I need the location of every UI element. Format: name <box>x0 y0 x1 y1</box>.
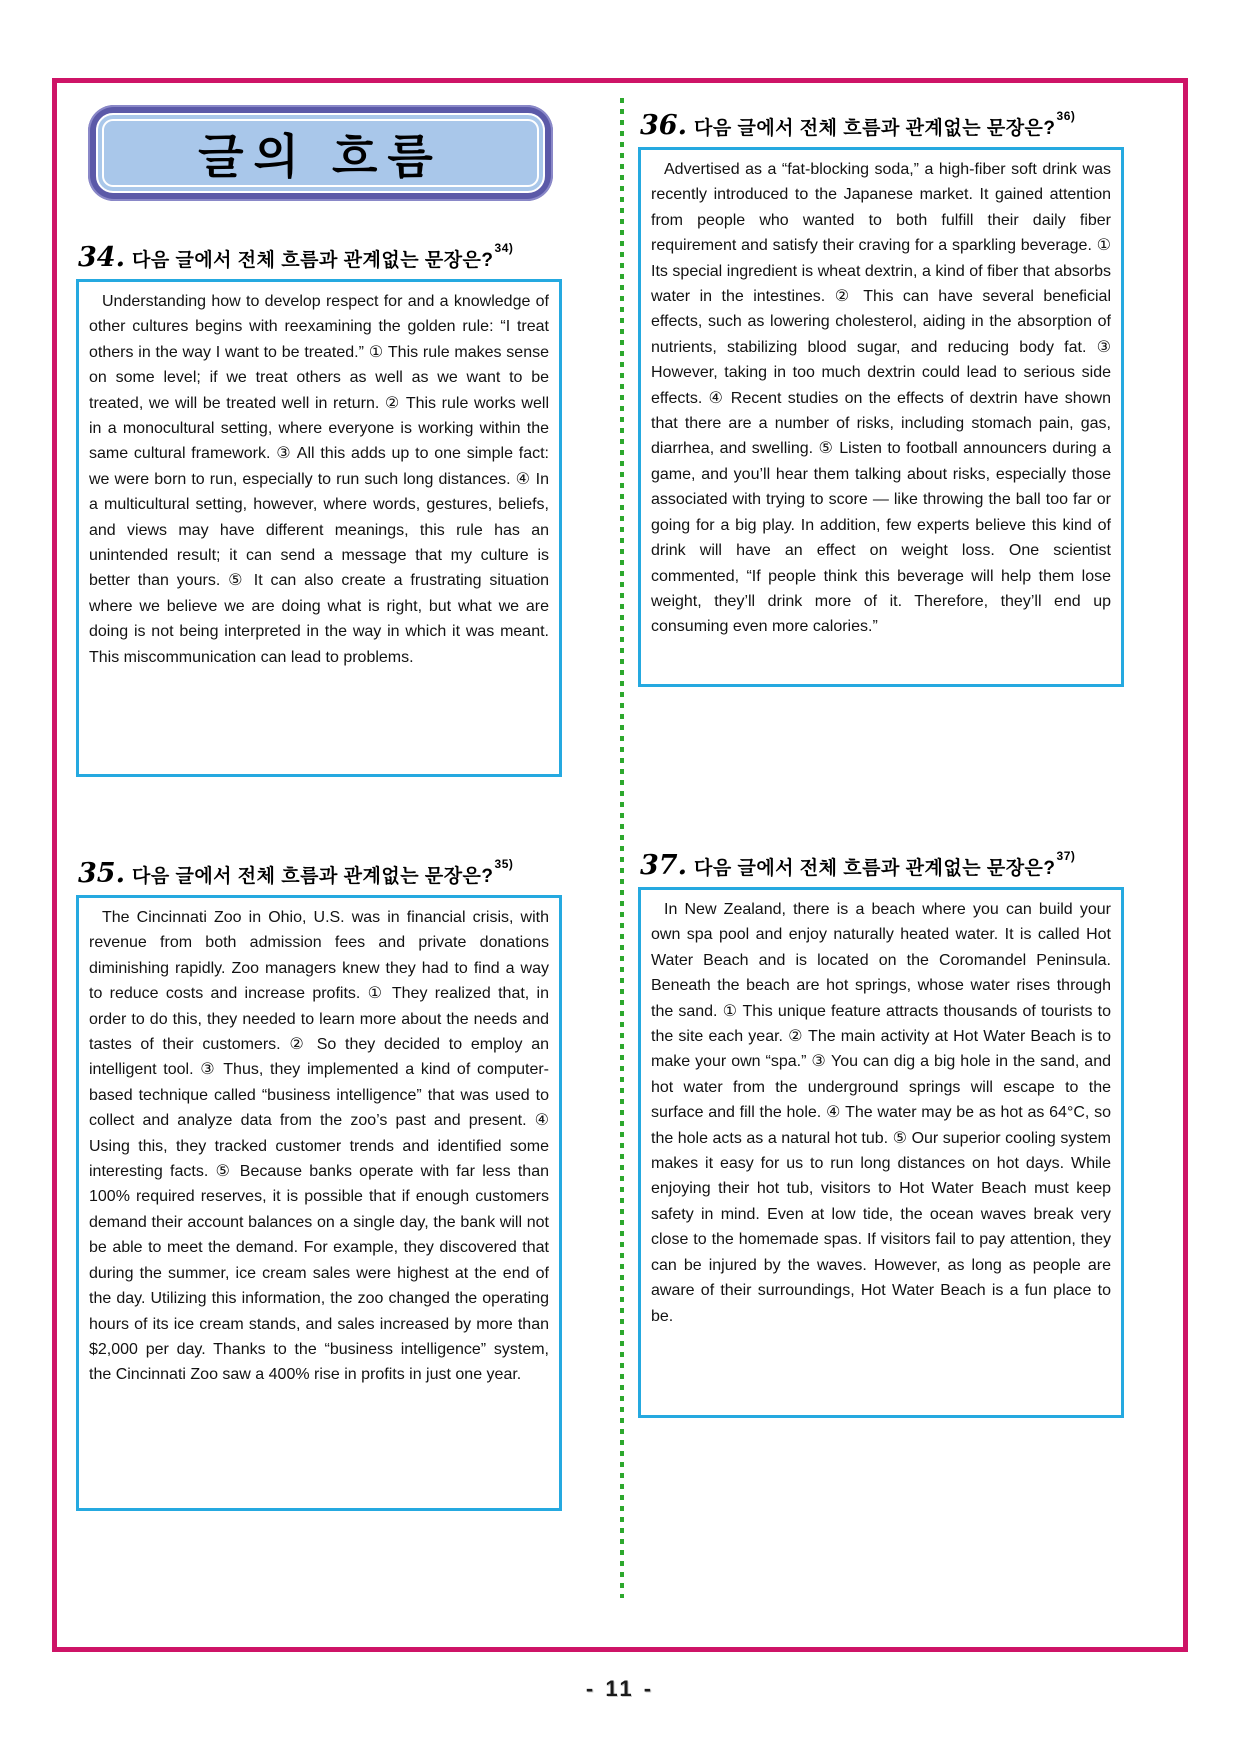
column-divider <box>620 98 624 1598</box>
question-header <box>78 240 562 273</box>
question-header <box>640 108 1124 141</box>
question-footnote: 35) <box>494 856 514 871</box>
question-footnote: 37) <box>1056 848 1076 863</box>
passage-box <box>638 147 1124 687</box>
title-banner <box>88 105 553 201</box>
passage-text: In New Zealand, there is a beach where you can build your own spa pool and enjoy naturally heated water. It is called Hot Water Beach and is located on the Coromandel Peninsula. Beneath the beach are hot springs, whose water rises through the sand. ① This unique feature attracts thousands of tourists to the site each year. ② The main activity at Hot Water Beach is to make your own “spa.” ③ You can dig a big hole in the sand, and hot water from the underground springs will escape to the surface and fill the hole. ④ The water may be as hot as 64°C, so the hole acts as a natural hot tub. ⑤ Our superior cooling system makes it easy for us to run long distances on hot days. While enjoying their hot tub, visitors to Hot Water Beach must keep safety in mind. Even at low tide, the ocean waves break very close to the homemade spas. If visitors fail to pay attention, they can be injured by the waves. However, as long as people are aware of their surroundings, Hot Water Beach is a fun place to be. <box>651 901 1111 1325</box>
passage-text: The Cincinnati Zoo in Ohio, U.S. was in financial crisis, with revenue from both admission fees and private donations diminishing rapidly. Zoo managers knew they had to find a way to reduce costs and increase profits. ① They realized that, in order to do this, they needed to learn more about the needs and tastes of their customers. ② So they decided to employ an intelligent tool. ③ Thus, they implemented a kind of computer-based technique called “business intelligence” that was used to collect and analyze data from the zoo’s past and present. ④ Using this, they tracked customer trends and identified some interesting facts. ⑤ Because banks operate with far less than 100% required reserves, it is possible that if enough customers demand their account balances on a single day, the bank will not be able to meet the demand. For example, they discovered that during the summer, ice cream sales were highest at the end of the day. Utilizing this information, the zoo changed the operating hours of its ice cream stands, and sales increased by more than $2,000 per day. Thanks to the “business intelligence” system, the Cincinnati Zoo saw a 400% rise in profits in just one year. <box>89 909 549 1384</box>
question-prompt <box>131 240 514 272</box>
title-banner-inner <box>96 113 545 193</box>
passage-text: Advertised as a “fat-blocking soda,” a high-fiber soft drink was recently introduced to the Japanese market. It gained attention from people who wanted to both fulfill their daily fiber requirement and satisfy their craving for a sparkling beverage. ① Its special ingredient is wheat dextrin, a kind of fiber that absorbs water in the intestines. ② This can have several beneficial effects, such as lowering cholesterol, aiding in the absorption of nutrients, stabilizing blood sugar, and reducing body fat. ③ However, taking in too much dextrin could lead to serious side effects. ④ Recent studies on the effects of dextrin have shown that there are a number of risks, including stomach pain, gas, diarrhea, and swelling. ⑤ Listen to football announcers during a game, and you’ll hear them talking about risks, especially those associated with trying to score — like throwing the ball too far or going for a big play. In addition, few experts believe this kind of drink will have an effect on weight loss. One scientist commented, “If people think this beverage will help them lose weight, they’ll drink more of it. Therefore, they’ll end up consuming even more calories.” <box>651 161 1111 636</box>
passage-text: Understanding how to develop respect for and a knowledge of other cultures begins with reexamining the golden rule: “I treat others in the way I want to be treated.” ① This rule makes sense on some level; if we treat others as well as we want to be treated, we will be treated well in return. ② This rule works well in a monocultural setting, where everyone is working within the same cultural framework. ③ All this adds up to one simple fact: we were born to run, especially to run such long distances. ④ In a multicultural setting, however, where words, gestures, beliefs, and views may have different meanings, this rule has an unintended result; it can send a message that my culture is better than yours. ⑤ It can also create a frustrating situation where we believe we are doing what is right, but what we are doing is not being interpreted in the way in which it was meant. This miscommunication can lead to problems. <box>89 293 549 666</box>
question-prompt-text: 다음 글에서 전체 흐름과 관계없는 문장은? <box>693 118 1056 139</box>
question-block-34 <box>76 240 562 777</box>
page-number: - 11 - <box>585 1676 655 1701</box>
question-prompt <box>693 108 1076 140</box>
page-title: 글의 흐름 <box>198 129 443 183</box>
question-prompt-text: 다음 글에서 전체 흐름과 관계없는 문장은? <box>693 858 1056 879</box>
question-prompt-text: 다음 글에서 전체 흐름과 관계없는 문장은? <box>131 866 494 887</box>
question-footnote: 34) <box>494 240 514 255</box>
question-number: 36. <box>640 110 687 141</box>
question-footnote: 36) <box>1056 108 1076 123</box>
question-prompt <box>693 848 1076 880</box>
question-header <box>640 848 1124 881</box>
question-header <box>78 856 562 889</box>
question-block-37 <box>638 848 1124 1418</box>
question-number: 35. <box>78 858 125 889</box>
passage-box <box>76 895 562 1511</box>
passage-box <box>76 279 562 777</box>
question-number: 37. <box>640 850 687 881</box>
question-number: 34. <box>78 242 125 273</box>
passage-box <box>638 887 1124 1418</box>
question-prompt <box>131 856 514 888</box>
question-block-36 <box>638 108 1124 687</box>
question-prompt-text: 다음 글에서 전체 흐름과 관계없는 문장은? <box>131 250 494 271</box>
question-block-35 <box>76 856 562 1511</box>
